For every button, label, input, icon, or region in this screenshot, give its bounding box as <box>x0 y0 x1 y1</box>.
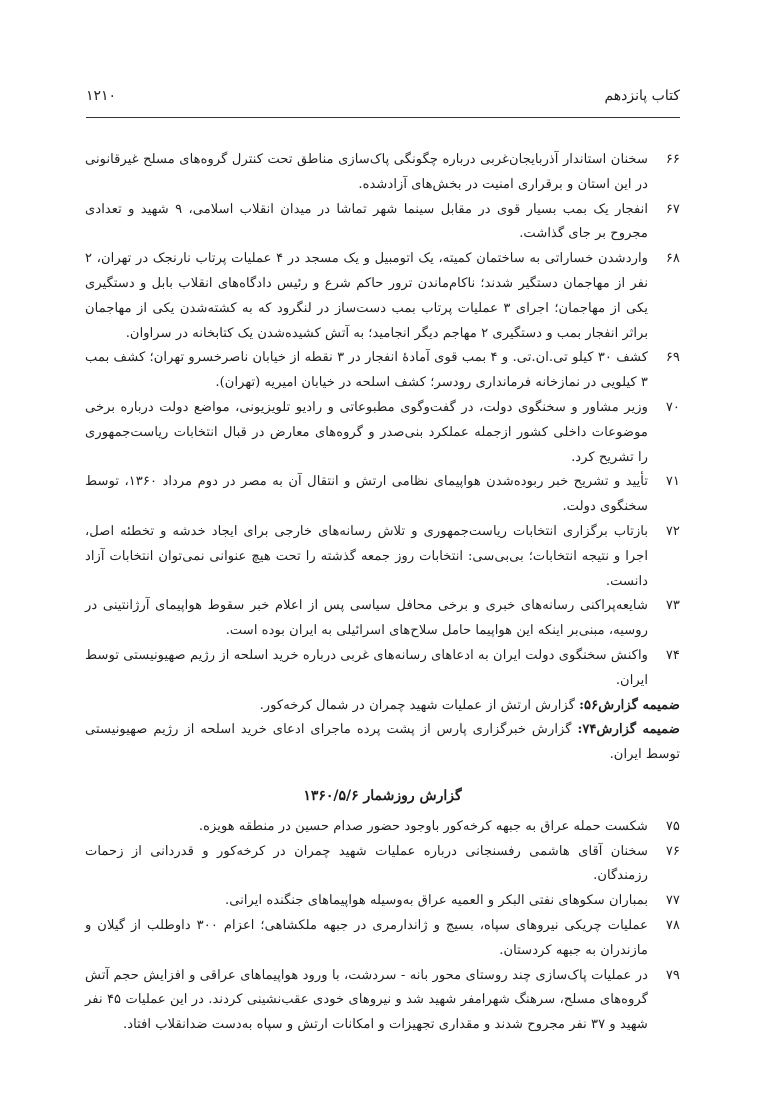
page-content <box>85 148 680 1038</box>
item-text: شکست حمله عراق به جبهه کرخه‌کور باوجود حضور صدام حسین در منطقه هویزه. <box>198 818 648 834</box>
item-number: ۷۴ <box>665 647 680 663</box>
list-item <box>85 470 680 520</box>
item-number: ۷۹ <box>665 967 680 983</box>
appendix-note <box>85 694 680 719</box>
item-text: وزیر مشاور و سخنگوی دولت، در گفت‌وگوی مطبوعاتی و رادیو تلویزیونی، مواضع دولت درباره برخی موضوعات داخلی کشور ازجمله عملکرد بنی‌صدر و گروه‌های معارض در قبال انتخابات ریاست‌جمهوری را تشریح کرد. <box>85 399 648 465</box>
item-number: ۷۶ <box>665 843 680 859</box>
list-item <box>85 247 680 346</box>
appendix-label: ضمیمه گزارش۵۶: <box>579 697 680 713</box>
header-title: کتاب پانزدهم <box>604 88 680 104</box>
list-item <box>85 840 680 890</box>
list-item <box>85 594 680 644</box>
list-item <box>85 396 680 470</box>
item-text: بازتاب برگزاری انتخابات ریاست‌جمهوری و تلاش رسانه‌های خارجی برای ایجاد خدشه و تخطئه اصل، اجرا و نتیجه انتخابات؛ بی‌بی‌سی: انتخابات روز جمعه گذشته را تحت هیچ عنوانی نمی‌توان انتخابات آزاد دانست. <box>85 523 648 589</box>
header-divider <box>86 117 680 118</box>
list-item <box>85 346 680 396</box>
item-text: سخنان استاندار آذربایجان‌غربی درباره چگونگی پاک‌سازی مناطق تحت کنترل گروه‌های مسلح غیرقانونی در این استان و برقراری امنیت در بخش‌های آزادشده. <box>85 152 648 192</box>
item-text: تأیید و تشریح خبر ربوده‌شدن هواپیمای نظامی ارتش و انتقال آن به مصر در دوم مرداد ۱۳۶۰، توسط سخنگوی دولت. <box>85 474 648 515</box>
item-number: ۷۲ <box>665 523 680 539</box>
item-number: ۷۸ <box>665 917 680 933</box>
list-item <box>85 889 680 914</box>
page-number: ۱۲۱۰ <box>86 88 117 104</box>
appendix-text: گزارش خبرگزاری پارس از پشت پرده ماجرای ادعای خرید اسلحه از رژیم صهیونیستی توسط ایران. <box>85 722 680 763</box>
item-text: واردشدن خساراتی به ساختمان کمیته، یک اتومبیل و یک مسجد در ۴ عملیات پرتاب نارنجک در تهران، ۲ نفر از مهاجمان دستگیر شدند؛ ناکام‌ماندن ترور حاکم شرع و رئیس دادگاه‌های انقلاب بابل و دستگیری یکی از مهاجمان؛ اجرای ۳ عملیات پرتاب بمب دست‌ساز در لنگرود که به کشته‌شدن یکی از مهاجمان براثر انفجار بمب و دستگیری ۲ مهاجم دیگر انجامید؛ به آتش کشیده‌شدن یک کتابخانه در سراوان. <box>85 251 649 341</box>
item-text: انفجار یک بمب بسیار قوی در مقابل سینما شهر تماشا در میدان انقلاب اسلامی، ۹ شهید و تعدادی مجروح بر جای گذاشت. <box>85 201 648 242</box>
list-item <box>85 964 680 1038</box>
item-text: شایعه‌پراکنی رسانه‌های خبری و برخی محافل سیاسی پس از اعلام خبر سقوط هواپیمای آرژانتینی در روسیه، مبنی‌بر اینکه این هواپیما حامل سلاح‌های اسرائیلی به ایران بوده است. <box>85 598 648 639</box>
list-item <box>85 914 680 964</box>
item-number: ۶۹ <box>665 350 680 366</box>
appendix-text: گزارش ارتش از عملیات شهید چمران در شمال کرخه‌کور. <box>259 697 580 713</box>
item-number: ۷۷ <box>665 893 680 909</box>
item-number: ۷۱ <box>665 474 680 490</box>
item-text: سخنان آقای هاشمی رفسنجانی درباره عملیات شهید چمران در کرخه‌کور و قدردانی از زحمات رزمندگان. <box>85 843 648 884</box>
list-item <box>85 148 680 198</box>
list-item <box>85 644 680 694</box>
list-item <box>85 815 680 840</box>
appendix-note <box>85 718 680 768</box>
list-item <box>85 198 680 248</box>
report-list-a <box>85 148 680 694</box>
item-text: عملیات چریکی نیروهای سپاه، بسیج و ژاندارمری در جبهه ملکشاهی؛ اعزام ۳۰۰ داوطلب از گیلان و مازندران به جبهه کردستان. <box>85 917 648 958</box>
section-heading: گزارش روزشمار ۱۳۶۰/۵/۶ <box>303 787 462 804</box>
item-text: کشف ۳۰ کیلو تی.ان.تی. و ۴ بمب قوی آمادهٔ انفجار در ۳ نقطه از خیابان ناصرخسرو تهران؛ کشف بمب ۳ کیلویی در نمازخانه فرمانداری رودسر؛ کشف اسلحه در خیابان امیریه (تهران). <box>85 350 648 391</box>
item-number: ۷۰ <box>665 399 680 415</box>
item-number: ۶۷ <box>665 201 680 217</box>
appendix-label: ضمیمه گزارش۷۴: <box>577 722 680 738</box>
item-number: ۶۸ <box>665 251 680 267</box>
item-number: ۷۳ <box>665 598 680 614</box>
item-number: ۷۵ <box>665 818 680 834</box>
item-text: در عملیات پاک‌سازی چند روستای محور بانه - سردشت، با ورود هواپیماهای عراقی و افزایش حجم آتش گروه‌های مسلح، سرهنگ شهرامفر شهید شد و نیروهای خودی عقب‌نشینی کردند. در این عملیات ۴۵ نفر شهید و ۳۷ نفر مجروح شدند و مقداری تجهیزات و امکانات ارتش و سپاه به‌دست ضدانقلاب افتاد. <box>85 967 648 1033</box>
item-number: ۶۶ <box>665 152 680 167</box>
item-text: واکنش سخنگوی دولت ایران به ادعاهای رسانه‌های غربی درباره خرید اسلحه از رژیم صهیونیستی توسط ایران. <box>85 647 648 688</box>
running-header <box>86 88 680 114</box>
item-text: بمباران سکوهای نفتی البکر و العمیه عراق به‌وسیله هواپیماهای جنگنده ایرانی. <box>225 893 648 909</box>
report-list-b <box>85 815 680 1038</box>
list-item <box>85 520 680 594</box>
